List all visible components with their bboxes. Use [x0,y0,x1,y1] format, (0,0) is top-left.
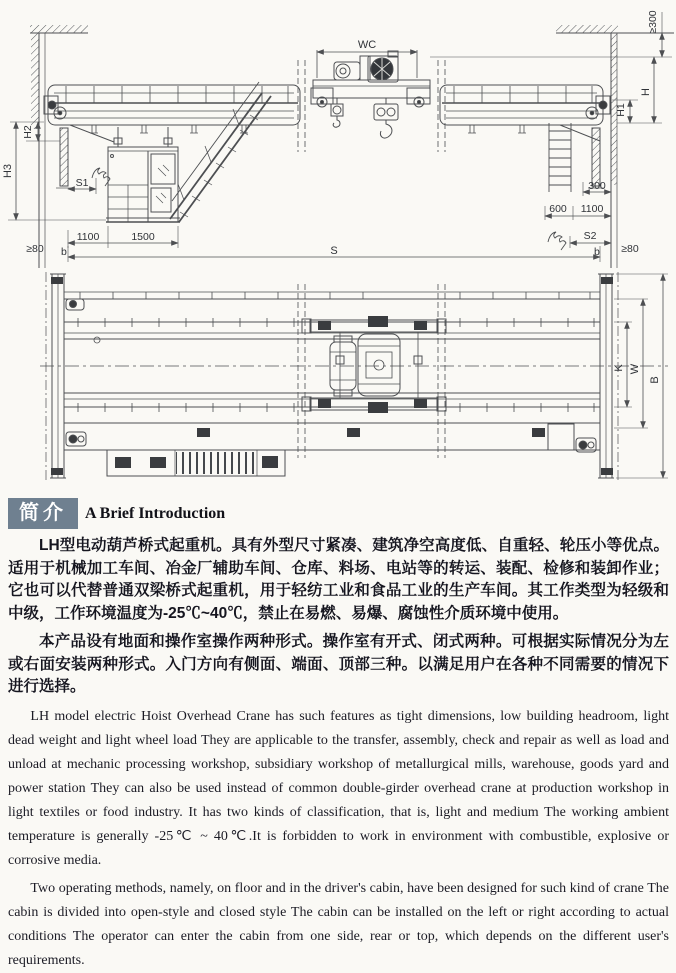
dim-label-h: H [640,88,652,96]
cabin-window [151,188,171,212]
dim-label-k: K [613,364,625,372]
door-handle [111,155,114,158]
end-truck-right [576,274,614,478]
cabin-window [151,154,175,184]
plan-dimensions [614,274,668,478]
end-truck-left [50,274,86,478]
dim-label-s1: S1 [75,177,89,189]
hook [380,120,391,138]
dim-label-s: S [330,245,338,257]
dim-label-clearance-left: ≥80 [26,243,44,255]
dim-label-clearance-top: ≥300 [647,10,659,34]
section-badge: 简介 [8,498,78,529]
dim-label-h1: H1 [615,103,627,117]
dim-label-1100-right: 1100 [580,203,604,215]
operator-cabin [106,127,180,222]
dim-label-b-right: b [594,246,600,258]
break-symbol [548,232,566,250]
front-elevation-view [2,10,674,268]
dim-label-wc: WC [357,39,377,51]
hoist-motor [334,62,360,80]
hoist-fan [368,51,398,82]
dim-label-300: 300 [588,180,606,192]
english-paragraph: LH model electric Hoist Overhead Crane has such features as tight dimensions, low building headroom, light dead weight and light wheel load They are applicable to the transfer, assembly, check and repair as well as load and unload at mechanic processing workshop, subsidiary workshop of metallurgical mills, warehouse, goods yard and power station They can also be used instead of common double-girder overhead crane at production workshop in light textiles or food industry. It has two kinds of classification, that is, light and medium The working ambient temperature is generally -25℃ ~ 40℃.It is forbidden to work in environment with combustible, explosive or corrosive media. [8,708,669,868]
break-lines-elevation [298,60,445,152]
dim-label-b-span: B [649,376,661,384]
dim-label-h2: H2 [22,125,34,139]
introduction-section [0,498,676,973]
bridge-girder-right [440,85,603,141]
hook-assembly [374,98,398,138]
dim-label-b-left: b [61,246,67,258]
break-lines-plan [298,284,445,458]
dim-label-clearance-right: ≥80 [621,243,639,255]
resistor-tray [107,450,285,476]
introduction-header [8,498,669,529]
plan-view [40,272,668,480]
ladder [549,123,571,192]
hoist-body-plan [358,334,400,396]
dim-label-1100-left: 1100 [76,231,100,243]
break-symbol [92,168,110,186]
end-carriage-right [586,96,610,119]
plan-girders [40,292,668,450]
control-panel-box [548,424,574,450]
right-wall [556,25,674,268]
english-paragraph: Two operating methods, namely, on floor and in the driver's cabin, have been designed for such kind of crane The cabin is divided into open-style and closed style The cabin can be installed on the left or right according to actual conditions The operator can enter the cabin from one side, rear or top, which depends on the different user's requirements. [8,880,669,968]
trolley-plan [302,316,446,413]
dim-label-600: 600 [549,203,567,215]
section-title: A Brief Introduction [85,504,226,522]
dim-label-s2: S2 [583,230,597,242]
dim-label-w: W [629,363,641,375]
elevation-dimensions [8,12,662,262]
dim-label-h3: H3 [2,163,14,179]
dim-label-1500: 1500 [131,231,155,243]
railing-posts [454,86,592,103]
end-carriage-left [44,96,66,119]
chinese-paragraph: LH型电动葫芦桥式起重机。具有外型尺寸紧凑、建筑净空高度低、自重轻、轮压小等优点。适用于机械加工车间、冶金厂辅助车间、仓库、料场、电站等的转运、装配、检修和装卸作业；它也可以代替普通双梁桥式起重机，用于轻纺工业和食品工业的生产车间。其工作类型为轻级和中级，工作环境温度为-25℃~40℃，禁止在易燃、易爆、腐蚀性介质环境中使用。 [8,537,669,622]
hanger-lugs [468,125,526,133]
chinese-paragraph: 本产品设有地面和操作室操作两种形式。操作室有开式、闭式两种。可根据实际情况分为左或右面安装两种形式。入门方向有侧面、端面、顶部三种。以满足用户在各种不同需要的情况下进行选择。 [8,633,669,695]
